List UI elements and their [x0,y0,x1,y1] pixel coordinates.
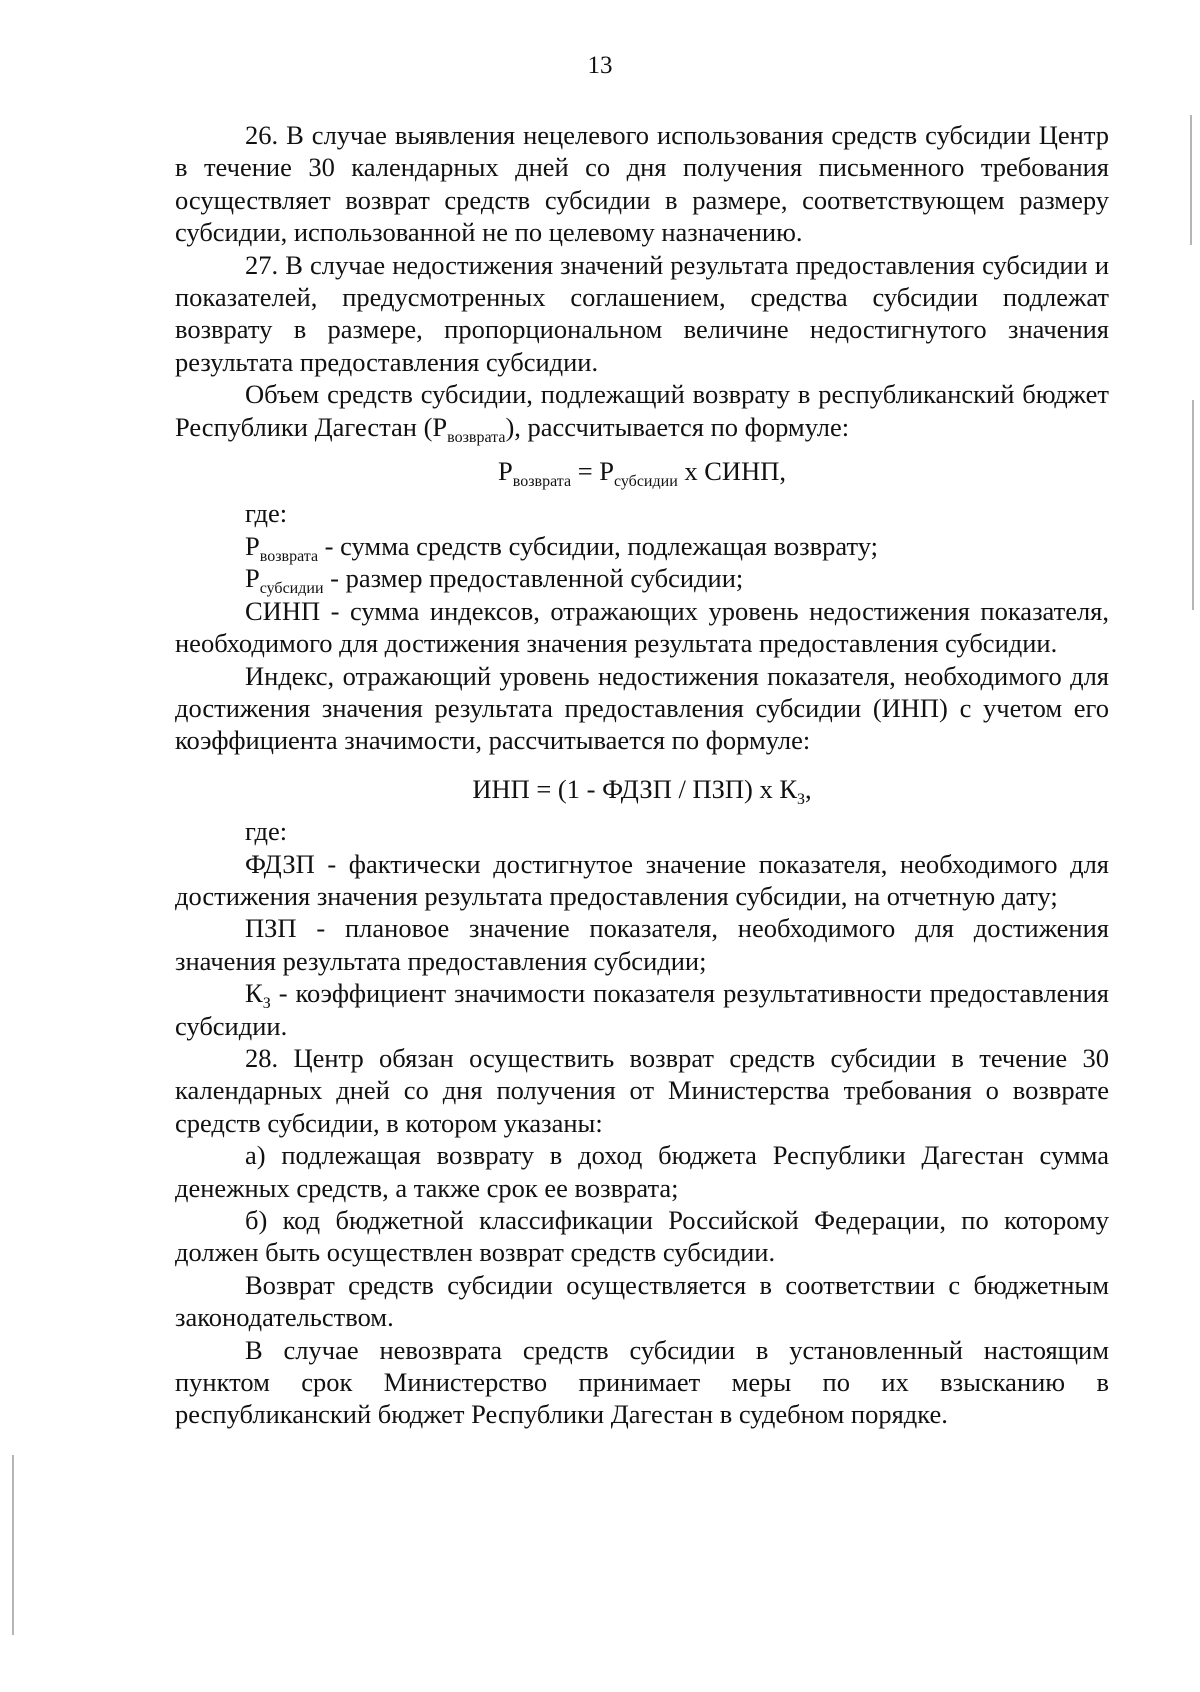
formula-return-symbol: Р [498,456,513,487]
volume-text-post: ), рассчитывается по формуле: [505,411,850,442]
def-return-text: - сумма средств субсидии, подлежащая возврату; [318,530,878,561]
scan-artifact-line [1190,115,1192,245]
formula-subsidy-subscript: субсидии [614,473,678,491]
def-kz-symbol: К [245,978,263,1009]
def-return-symbol: Р [245,530,260,561]
paragraph-28: 28. Центр обязан осуществить возврат средств субсидии в течение 30 календарных дней со дня получения от Министерства требования о возврате средств субсидии, в котором указаны: [175,1042,1109,1138]
definition-fdzp: ФДЗП - фактически достигнутое значение показателя, необходимого для достижения значения результата предоставления субсидии, на отчетную дату; [175,848,1109,911]
formula-return-subscript: возврата [512,473,572,491]
formula-inp [175,773,1109,808]
paragraph-28b: б) код бюджетной классификации Российской Федерации, по которому должен быть осуществлен возврат средств субсидии. [175,1205,1109,1268]
def-kz-subscript: З [262,995,271,1013]
definition-return [175,530,1109,565]
formula-inp-subscript: З [797,790,806,808]
formula-return [175,455,1109,491]
def-subsidy-subscript: субсидии [259,580,324,598]
formula-equals-subsidy: = Р [571,456,614,487]
where-label-2: где: [245,816,288,847]
def-kz-text: - коэффициент значимости показателя результативности предоставления субсидии. [175,978,1109,1041]
paragraph-index: Индекс, отражающий уровень недостижения показателя, необходимого для достижения значения результата предоставления субсидии (ИНП) с учетом его коэффициента значимости, рассчитывается по формуле: [175,660,1109,756]
formula-inp-tail: , [805,773,812,804]
paragraph-27: 27. В случае недостижения значений результата предоставления субсидии и показателей, предусмотренных соглашением, средства субсидии подлежат возврату в размере, пропорциональном величине недостигнутого значения результата предоставления субсидии. [175,249,1109,377]
definition-subsidy [175,562,1109,598]
def-subsidy-text: - размер предоставленной субсидии; [323,563,744,594]
document-body [175,119,1109,1431]
def-return-subscript: возврата [259,547,319,565]
formula-inp-main: ИНП = (1 - ФДЗП / ПЗП) х К [472,773,798,804]
page-number: 13 [587,52,613,79]
scan-artifact-line [12,1455,14,1635]
scan-artifact-line [1192,400,1194,610]
volume-text-pre: Объем средств субсидии, подлежащий возврату в республиканский бюджет Республики Дагестан (Р [175,379,1109,442]
paragraph-28-court: В случае невозврата средств субсидии в установленный настоящим пунктом срок Министерство принимает меры по их взысканию в республиканский бюджет Республики Дагестан в судебном порядке. [175,1334,1109,1430]
paragraph-28-law: Возврат средств субсидии осуществляется в соответствии с бюджетным законодательством. [175,1269,1109,1333]
definition-pzp: ПЗП - плановое значение показателя, необходимого для достижения значения результата предоставления субсидии; [175,913,1109,976]
formula-return-tail: х СИНП, [677,456,786,487]
volume-subscript: возврата [447,428,506,446]
paragraph-26: 26. В случае выявления нецелевого использования средств субсидии Центр в течение 30 календарных дней со дня получения письменного требования осуществляет возврат средств субсидии в размере, соответствующем размеру субсидии, использованной не по целевому назначению. [175,120,1109,248]
paragraph-28a: а) подлежащая возврату в доход бюджета Республики Дагестан сумма денежных средств, а также срок ее возврата; [175,1140,1109,1203]
paragraph-volume [175,378,1109,446]
where-label-1: где: [245,498,288,529]
definition-sinp: СИНП - сумма индексов, отражающих уровень недостижения показателя, необходимого для достижения значения результата предоставления субсидии. [175,595,1109,659]
definition-kz [175,977,1109,1042]
def-subsidy-symbol: Р [245,563,260,594]
